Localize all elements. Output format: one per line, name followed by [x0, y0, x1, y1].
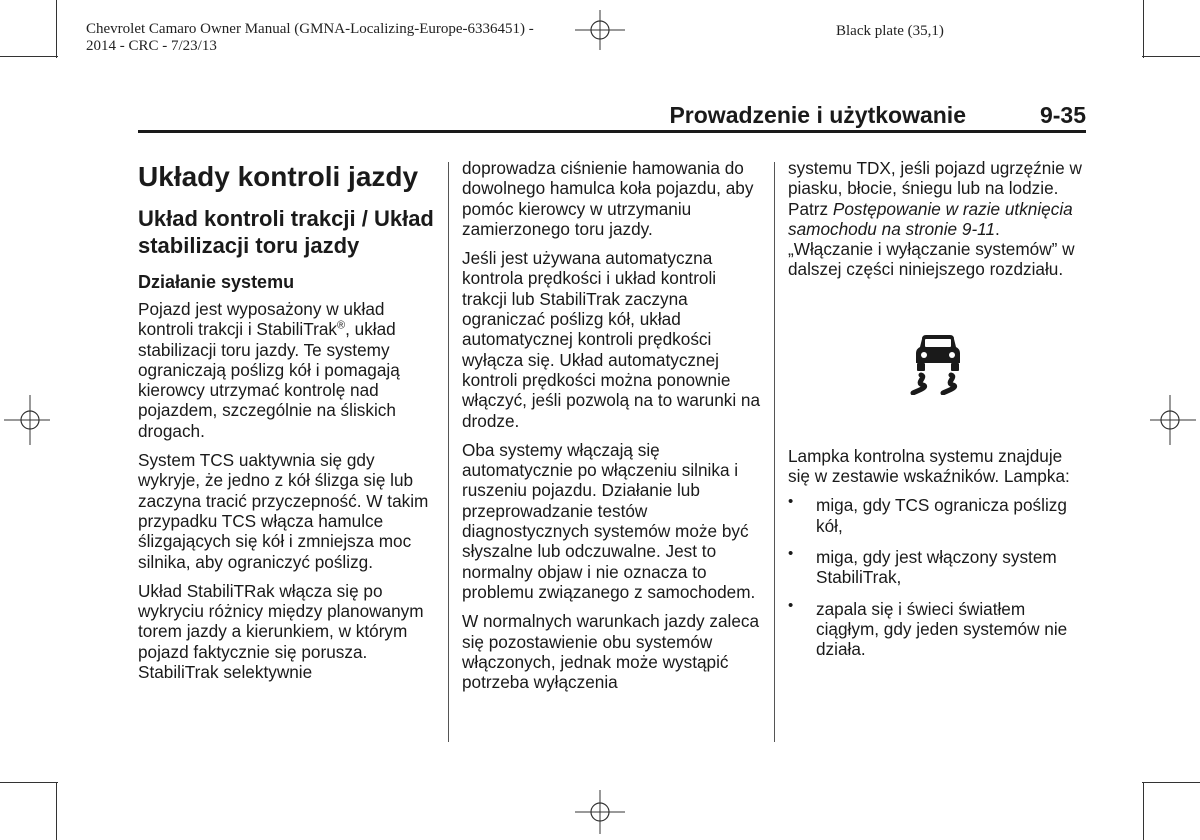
paragraph: System TCS uaktywnia się gdy wykryje, że jedno z kół ślizga się lub zaczyna tracić przyczepność. W takim przypadku TCS włącza hamulce ślizgających się kół i zmniejsza moc silnika, aby ograniczyć poślizg. — [138, 450, 429, 572]
text-column-2 — [462, 158, 764, 701]
paragraph: Układ StabiliTRak włącza się po wykryciu różnicy między planowanym torem jazdy a kierunkiem, w którym pojazd faktycznie się porusza. StabiliTrak selektywnie — [138, 580, 424, 683]
cross-reference-link[interactable]: Postępowanie w razie utknięcia samochodu na stronie 9-11 — [788, 198, 1073, 239]
crop-mark — [56, 782, 57, 840]
indicator-figure — [788, 302, 1088, 426]
registration-mark-right — [1150, 395, 1200, 445]
paragraph: doprowadza ciśnienie hamowania do dowolnego hamulca koła pojazdu, aby pomóc kierowcy w utrzymaniu zamierzonego toru jazdy. — [462, 158, 754, 239]
print-meta-left — [86, 21, 534, 55]
paragraph — [138, 299, 434, 441]
crop-mark — [56, 0, 57, 58]
paragraph: Jeśli jest używana automatyczna kontrola prędkości i układ kontroli trakcji lub StabiliTrak zaczyna ograniczać poślizg kół, układ automatycznej kontroli prędkości wyłącza się. Układ automatycznej kontroli prędkości można ponownie włączyć, jeśli pozwolą na to warunki na drodze. — [462, 248, 761, 431]
list-item: • miga, gdy jest włączony system StabiliTrak, — [788, 547, 1088, 588]
paragraph: W normalnych warunkach jazdy zaleca się pozostawienie obu systemów włączonych, jednak może wystąpić potrzeba wyłączenia — [462, 611, 760, 693]
registration-mark-bottom — [575, 790, 625, 834]
paragraph-text: , układ stabilizacji toru jazdy. Te systemy ograniczają poślizg kół i pomagają kierowcy utrzymać kontrolę nad pojazdem, szczególnie na śliskich drogach. — [138, 319, 400, 441]
running-header — [138, 100, 1086, 133]
text-column-3 — [788, 158, 1088, 670]
traction-control-warning-icon — [907, 333, 969, 395]
crop-mark — [0, 782, 58, 783]
text-column-1 — [138, 158, 434, 691]
print-meta-line1: Chevrolet Camaro Owner Manual (GMNA-Localizing-Europe-6336451) - — [86, 21, 534, 37]
paragraph — [788, 158, 1088, 280]
registered-mark: ® — [336, 319, 346, 332]
chapter-title: Prowadzenie i użytkowanie — [669, 102, 966, 128]
print-meta-line2: 2014 - CRC - 7/23/13 — [86, 38, 217, 54]
paragraph-text: systemu TDX, jeśli pojazd ugrzęźnie w piasku, błocie, śniegu lub na lodzie. Patrz — [788, 158, 1082, 219]
registration-mark-top — [575, 10, 625, 50]
column-divider — [448, 162, 449, 742]
subsection-title: Układ kontroli trakcji / Układ stabilizacji toru jazdy — [138, 206, 434, 258]
page-number: 9-35 — [1039, 102, 1086, 128]
list-item: • miga, gdy TCS ogranicza poślizg kół, — [788, 495, 1088, 536]
section-title: Układy kontroli jazdy — [138, 161, 419, 192]
crop-mark — [1142, 782, 1200, 783]
crop-mark — [1143, 0, 1144, 58]
print-meta-right: Black plate (35,1) — [836, 23, 944, 39]
bullet-list — [788, 495, 1088, 659]
crop-mark — [1142, 56, 1200, 57]
column-divider — [774, 162, 775, 742]
crop-mark — [1143, 782, 1144, 840]
paragraph: Oba systemy włączają się automatycznie po włączeniu silnika i ruszeniu pojazdu. Działanie lub przeprowadzanie testów diagnostycznych systemów może być słyszalne lub odczuwalne. Jest to normalny objaw i nie oznacza to problemu związanego z samochodem. — [462, 439, 756, 602]
paragraph-text: Pojazd jest wyposażony w układ kontroli trakcji i StabiliTrak — [138, 299, 385, 340]
list-item: • zapala się i świeci światłem ciągłym, gdy jeden systemów nie działa. — [788, 599, 1088, 660]
paragraph: Lampka kontrolna systemu znajduje się w zestawie wskaźników. Lampka: — [788, 445, 1070, 487]
crop-mark — [0, 56, 58, 57]
subsubsection-title: Działanie systemu — [138, 272, 295, 292]
registration-mark-left — [0, 395, 50, 445]
paragraph-text: . „Włączanie i wyłączanie systemów” w dalszej części niniejszego rozdziału. — [788, 218, 1075, 280]
